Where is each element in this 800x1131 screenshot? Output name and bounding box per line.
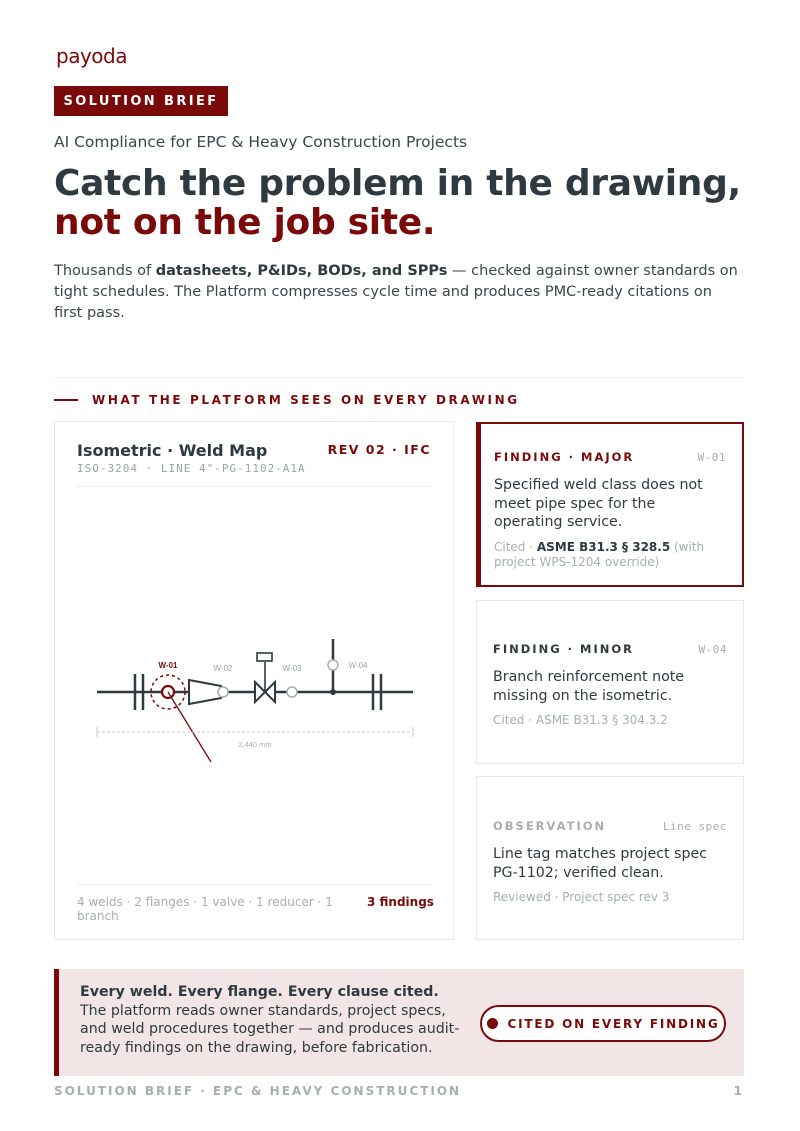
cite-prefix: Cited · [494,539,537,554]
cited-on-every-finding-button[interactable] [480,1005,726,1042]
w01-label: W-01 [158,661,178,670]
dot-icon [487,1018,498,1029]
solution-brief-tag: SOLUTION BRIEF [54,86,228,116]
finding-type: FINDING · MAJOR [494,450,635,464]
finding-card-major[interactable] [476,422,744,587]
w04-label: W-04 [348,661,368,670]
w03-label: W-03 [282,664,302,673]
drawing-component-counts: 4 welds · 2 flanges · 1 valve · 1 reducer · 1 branch [77,895,333,923]
intro-paragraph [54,261,744,324]
footer-label: SOLUTION BRIEF · EPC & HEAVY CONSTRUCTION [54,1084,462,1098]
page-footer [54,1084,744,1098]
cite-suffix: (with project WPS-1204 override) [494,539,705,569]
finding-type: FINDING · MINOR [493,642,635,656]
headline-line-2: not on the job site. [54,202,436,243]
section-divider [54,377,744,378]
drawing-title: Isometric · Weld Map [77,441,268,460]
observation-card[interactable] [476,776,744,940]
finding-id: Line spec [662,820,727,833]
finding-citation [494,540,726,571]
w04-weld-marker[interactable] [328,660,338,670]
callout-body: The platform reads owner standards, project specs, and weld procedures together — and produces audit-ready findings on the drawing, before fabrication. [80,1002,460,1056]
headline-line-1: Catch the problem in the drawing, [54,163,741,204]
intro-bold: datasheets, P&IDs, BODs, and SPPs [155,263,448,279]
valve-actuator [257,653,272,661]
section-label-text: WHAT THE PLATFORM SEES ON EVERY DRAWING [92,393,520,407]
headline [54,164,741,242]
finding-citation: Reviewed · Project spec rev 3 [493,890,670,904]
intro-suffix: — checked against owner standards on tight schedules. The Platform compresses cycle time and produces PMC-ready citations on first pass. [54,263,738,321]
finding-citation: Cited · ASME B31.3 § 304.3.2 [493,713,668,727]
drawing-subtitle: ISO-3204 · LINE 4"-PG-1102-A1A [77,462,306,475]
page-number: 1 [733,1084,744,1098]
callout-text [80,983,460,1057]
finding-type: OBSERVATION [493,819,607,833]
finding-card-header [493,642,727,656]
finding-body: Specified weld class does not meet pipe spec for the operating service. [494,477,703,530]
payoda-logo: payoda [56,44,127,68]
finding-body: Line tag matches project spec PG-1102; verified clean. [493,846,708,881]
drawing-header-rule [77,486,431,487]
drawing-findings-count[interactable]: 3 findings [367,895,434,909]
finding-body: Branch reinforcement note missing on the isometric. [493,669,685,704]
weld-map-diagram [55,622,455,782]
dimension-label: 2,440 mm [238,740,272,749]
intro-prefix: Thousands of [54,263,156,279]
finding-id: W-04 [698,643,727,656]
callout-bold: Every weld. Every flange. Every clause cited. [80,984,439,1000]
w02-label: W-02 [213,664,233,673]
finding-id: W-01 [697,451,726,464]
branch-tee [330,689,336,695]
section-dash [54,399,78,401]
w02-weld-marker[interactable] [218,687,228,697]
finding-card-minor[interactable] [476,600,744,764]
section-label [54,393,520,407]
isometric-drawing-card [54,421,454,940]
finding-card-header [494,450,726,464]
reducer-symbol [189,680,221,704]
cite-reference: ASME B31.3 § 328.5 [536,539,671,554]
finding-card-header [493,819,727,833]
drawing-footer-rule [77,884,431,885]
w03-weld-marker[interactable] [287,687,297,697]
button-label: CITED ON EVERY FINDING [507,1016,720,1031]
page-subtitle: AI Compliance for EPC & Heavy Construction Projects [54,133,468,151]
drawing-revision: REV 02 · IFC [327,442,431,457]
callout-banner [54,969,744,1076]
